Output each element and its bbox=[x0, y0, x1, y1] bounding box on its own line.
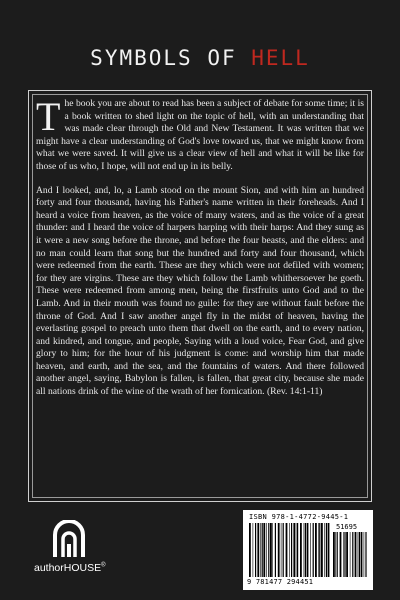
barcode-bar bbox=[315, 523, 317, 577]
barcode-bar bbox=[350, 532, 351, 577]
publisher-logo bbox=[34, 520, 104, 580]
barcode-bar bbox=[297, 523, 298, 577]
barcode-bar bbox=[361, 532, 363, 577]
barcode-bar bbox=[326, 523, 327, 577]
barcode-bar bbox=[249, 523, 251, 577]
barcode-bar bbox=[305, 523, 306, 577]
barcode-bar bbox=[328, 523, 330, 577]
barcode-bar bbox=[318, 523, 319, 577]
addon-number: 51695 bbox=[336, 523, 358, 531]
barcode-bar bbox=[296, 523, 297, 577]
publisher-name-part2: HOUSE bbox=[63, 562, 102, 574]
barcode-bar bbox=[352, 532, 353, 577]
barcode-bar bbox=[340, 532, 342, 577]
barcode-bar bbox=[321, 523, 323, 577]
barcode-bar bbox=[263, 523, 265, 577]
scripture-paragraph: And I looked, and, lo, a Lamb stood on the mount Sion, and with him an hundred forty and four thousand, having his Father's name written in their foreheads. And I heard a voice from heaven, as the voice of many waters, and as the voice of a great thunder: and I heard the voice of harpers harping with their harps: And they sung as it were a new song before the throne, and before the four beasts, and the elders: and no man could learn that song but the hundred and forty and four thousand, which were redeemed from the earth. These are they which were not defiled with women; for they are virgins. These are they which follow the Lamb whithersoever he goeth. These were redeemed from among men, being the firstfruits unto God and to the Lamb. And in their mouth was found no guile: for they are without fault before the throne of God. And I saw another angel fly in the midst of heaven, having the everlasting gospel to preach unto them that dwell on the earth, and to every nation, and kindred, and tongue, and people, Saying with a loud voice, Fear God, and give glory to him; for the hour of his judgment is come: and worship him that made heaven, and earth, and the sea, and the fountains of waters. And there followed another angel, saying, Babylon is fallen, is fallen, that great city, because she made all nations drink of the wine of the wrath of her fornication. (Rev. 14:1-11) bbox=[36, 184, 364, 398]
barcode-bar bbox=[293, 523, 295, 577]
barcode-bar bbox=[278, 523, 280, 577]
ean-barcode-bars bbox=[249, 523, 331, 577]
drop-cap: T bbox=[36, 94, 61, 139]
barcode-bar bbox=[310, 523, 311, 577]
title-text-white: SYMBOLS OF bbox=[90, 46, 252, 70]
barcode-bar bbox=[358, 532, 359, 577]
barcode-bar bbox=[281, 523, 282, 577]
barcode-bar bbox=[355, 532, 357, 577]
barcode-bar bbox=[333, 532, 335, 577]
title-text-red: HELL bbox=[251, 46, 310, 70]
barcode-bar bbox=[313, 523, 314, 577]
barcode-bar bbox=[300, 523, 302, 577]
barcode-bar bbox=[260, 523, 261, 577]
intro-paragraph bbox=[36, 94, 364, 174]
barcode-bar bbox=[268, 523, 269, 577]
barcode-bar bbox=[343, 532, 344, 577]
publisher-name-part1: author bbox=[34, 562, 64, 574]
barcode-bar bbox=[307, 523, 309, 577]
barcode-bar bbox=[289, 523, 290, 577]
barcode-bar bbox=[304, 523, 305, 577]
barcode-bar bbox=[255, 523, 256, 577]
addon-barcode-bars bbox=[333, 532, 367, 577]
barcode-bar bbox=[286, 523, 288, 577]
barcode-bar bbox=[344, 532, 345, 577]
barcode-bar bbox=[324, 523, 325, 577]
barcode-bar bbox=[319, 523, 320, 577]
publisher-name bbox=[34, 562, 114, 574]
registered-mark: ® bbox=[101, 562, 106, 569]
barcode-bar bbox=[359, 532, 360, 577]
barcode-bar bbox=[257, 523, 259, 577]
barcode-bar bbox=[262, 523, 263, 577]
barcode-bar bbox=[253, 523, 254, 577]
blurb-text bbox=[36, 94, 364, 410]
barcode-bar bbox=[346, 532, 348, 577]
intro-text: he book you are about to read has been a subject of debate for some time; it is a book written to shed light on the topic of hell, with an understanding that was made clear through the Old and New Testament. It was written that we might have a clear understanding of God's love toward us, that we might know from what we were saved. It will give us a clear view of hell and what it will be like for those of us who, I hope, will not end up in its belly. bbox=[36, 98, 364, 172]
barcode-bar bbox=[365, 532, 366, 577]
barcode-bar bbox=[364, 532, 365, 577]
barcode-bar bbox=[335, 532, 336, 577]
barcode-bar bbox=[291, 523, 292, 577]
isbn-barcode bbox=[243, 510, 373, 590]
barcode-bar bbox=[272, 523, 273, 577]
authorhouse-arch-icon bbox=[52, 520, 86, 558]
book-title bbox=[0, 46, 400, 70]
ean-digits: 9 781477 294451 bbox=[247, 578, 314, 586]
barcode-bar bbox=[275, 523, 276, 577]
barcode-bar bbox=[270, 523, 272, 577]
isbn-label: ISBN 978-1-4772-9445-1 bbox=[249, 513, 349, 521]
barcode-bar bbox=[283, 523, 284, 577]
barcode-bar bbox=[266, 523, 267, 577]
barcode-bar bbox=[337, 532, 338, 577]
